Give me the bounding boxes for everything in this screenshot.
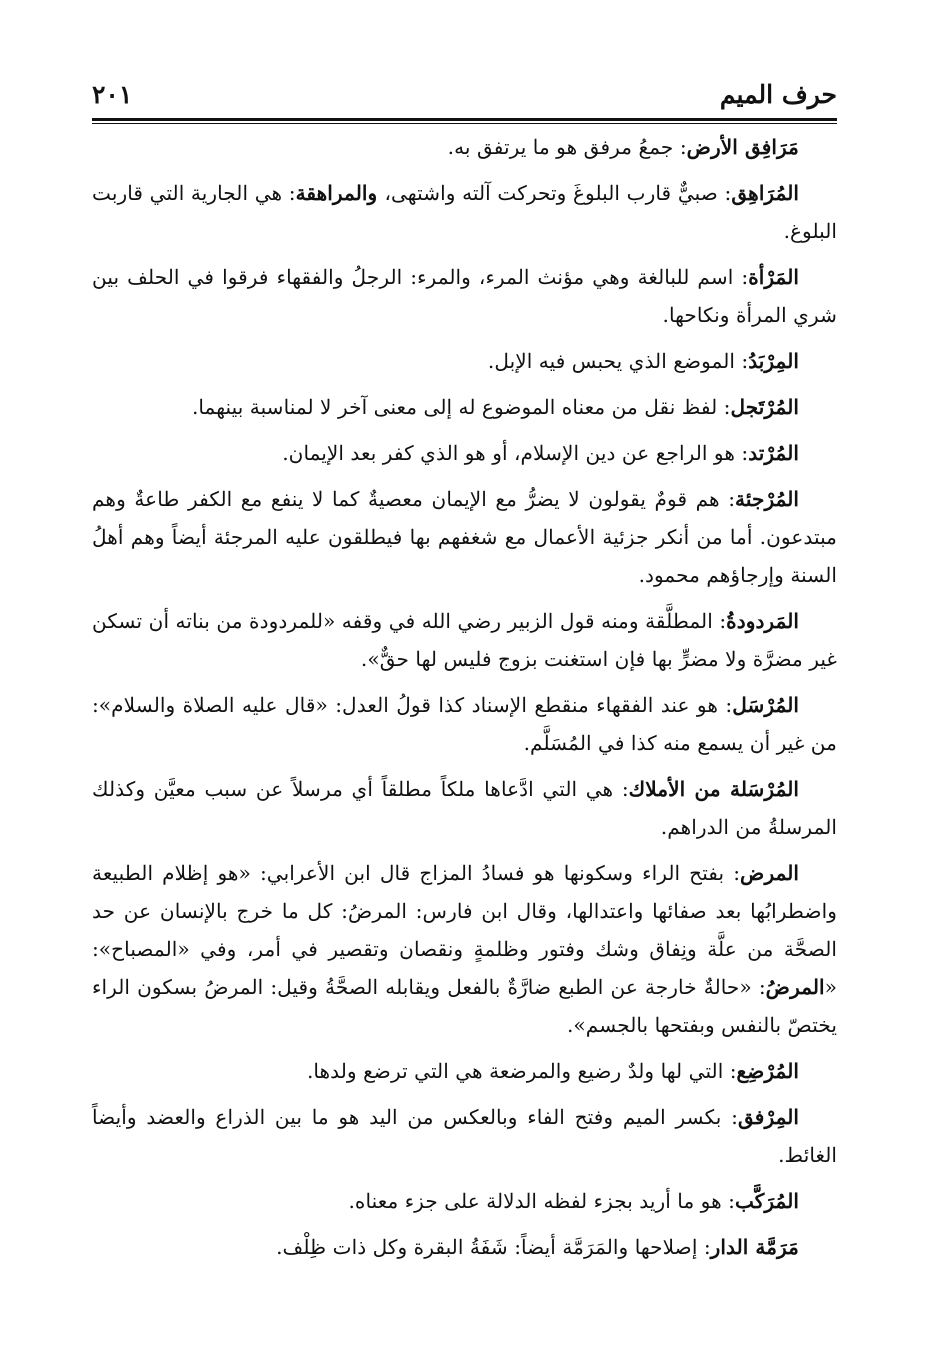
entry-term: المرض bbox=[740, 861, 800, 885]
header-rule-thin bbox=[92, 123, 837, 124]
entry: المَرْأة: اسم للبالغة وهي مؤنث المرء، والمرء: الرجلُ والفقهاء فرقوا في الحلف بين شري المرأة ونكاحها. bbox=[92, 265, 837, 327]
header-rule bbox=[92, 118, 837, 121]
entry: المِرْفق: بكسر الميم وفتح الفاء وبالعكس من اليد هو ما بين الذراع والعضد وأيضاً الغائط. bbox=[92, 1105, 837, 1167]
entry-definition: الموضع الذي يحبس فيه الإبل. bbox=[487, 349, 735, 373]
entry-term: مَرَمَّة الدار bbox=[710, 1235, 799, 1259]
entry-term: المَرْأة bbox=[748, 265, 799, 289]
entry: المُرْسَلة من الأملاك: هي التي ادَّعاها ملكاً مطلقاً أي مرسلاً عن سبب معيَّن وكذلك المرسلةُ من الدراهم. bbox=[92, 777, 837, 839]
entry-term: مَرَافِق الأرض bbox=[686, 135, 799, 159]
entry-definition: التي لها ولدٌ رضيع والمرضعة هي التي ترضع ولدها. bbox=[306, 1059, 724, 1083]
entry-term: المُرْتَجل bbox=[730, 395, 799, 419]
entry-subterm: والمراهقة bbox=[295, 181, 385, 205]
entry-definition: بكسر الميم وفتح الفاء وبالعكس من اليد هو ما بين الذراع والعضد وأيضاً الغائط. bbox=[92, 1105, 837, 1167]
entry-term: المُرَكَّب bbox=[734, 1189, 799, 1213]
entry-term: المِرْفق bbox=[737, 1105, 800, 1129]
dictionary-entries bbox=[92, 128, 837, 1274]
entry-definition: هو عند الفقهاء منقطع الإسناد كذا قولُ العدل: «قال عليه الصلاة والسلام»: من غير أن يسمع منه كذا في المُسَلَّم. bbox=[92, 693, 837, 755]
entry-term: المُرَاهِق bbox=[731, 181, 800, 205]
entry: المرض: بفتح الراء وسكونها هو فسادُ المزاج قال ابن الأعرابي: «هو إظلام الطبيعة واضطرابُها بعد صفائها واعتدالها، وقال ابن فارس: المرضُ: كل ما خرج بالإنسان عن حد الصحَّة من علَّة ونِفاق وشك وفتور وظلمةٍ ونقصان وتقصير في أمر، وفي «المصباح»: «المرضُ: «حالةٌ خارجة عن الطبع ضارَّةٌ بالفعل ويقابله الصحَّةُ وقيل: المرضُ بسكون الراء يختصّ بالنفس وبفتحها بالجسم». bbox=[92, 861, 837, 1037]
entry: مَرَمَّة الدار: إصلاحها والمَرَمَّة أيضاً: شَفَةُ البقرة وكل ذات ظِلْف. bbox=[276, 1235, 799, 1259]
entry-definition: هو الراجع عن دين الإسلام، أو هو الذي كفر بعد الإيمان. bbox=[282, 441, 735, 465]
entry: المُرْتد: هو الراجع عن دين الإسلام، أو هو الذي كفر بعد الإيمان. bbox=[282, 441, 799, 465]
entry-term: المُرْتد bbox=[748, 441, 799, 465]
entry-definition: المطلَّقة ومنه قول الزبير رضي الله في وقفه «للمردودة من بناته أن تسكن غير مضرَّة ولا مضرٍّ بها فإن استغنت بزوج فليس لها حقٌّ». bbox=[92, 609, 837, 671]
entry-term: المِرْبَدُ bbox=[748, 349, 799, 373]
entry-term: المُرْجئة bbox=[735, 487, 800, 511]
entry-definition: بفتح الراء وسكونها هو فسادُ المزاج قال ابن الأعرابي: «هو إظلام الطبيعة واضطرابُها بعد صفائها واعتدالها، وقال ابن فارس: المرضُ: كل ما خرج بالإنسان عن حد الصحَّة من علَّة ونِفاق وشك وفتور وظلمةٍ ونقصان وتقصير في أمر، وفي «المصباح»: « bbox=[92, 861, 837, 999]
entry-definition: هو ما أريد بجزء لفظه الدلالة على جزء معناه. bbox=[348, 1189, 722, 1213]
entry-definition: هم قومٌ يقولون لا يضرُّ مع الإيمان معصيةٌ كما لا ينفع مع الكفر طاعةٌ وهم مبتدعون. أما من أنكر جزئية الأعمال مع شغفهم بها فيطلقون عليه المرجئة أيضاً وهم أهلُ السنة وإرجاؤهم محمود. bbox=[92, 487, 837, 587]
entry-term: المَردودةُ bbox=[726, 609, 799, 633]
entry-definition: لفظ نقل من معناه الموضوع له إلى معنى آخر لا لمناسبة بينهما. bbox=[191, 395, 718, 419]
entry-definition: هي التي ادَّعاها ملكاً مطلقاً أي مرسلاً عن سبب معيَّن وكذلك المرسلةُ من الدراهم. bbox=[92, 777, 837, 839]
entry-term: المُرْسَلة من الأملاك bbox=[628, 777, 799, 801]
running-title: حرف الميم bbox=[719, 80, 837, 109]
entry: المُرْتَجل: لفظ نقل من معناه الموضوع له إلى معنى آخر لا لمناسبة بينهما. bbox=[191, 395, 799, 419]
entry: المِرْبَدُ: الموضع الذي يحبس فيه الإبل. bbox=[487, 349, 799, 373]
page-number: ٢٠١ bbox=[92, 80, 133, 109]
entry: المُرَاهِق: صبيٌّ قارب البلوغَ وتحركت آلته واشتهى، والمراهقة: هي الجارية التي قاربت البلوغ. bbox=[92, 181, 837, 243]
entry-definition-continued: : «حالةٌ خارجة عن الطبع ضارَّةٌ بالفعل ويقابله الصحَّةُ وقيل: المرضُ بسكون الراء يختصّ بالنفس وبفتحها بالجسم». bbox=[92, 975, 837, 1037]
entry-definition: جمعُ مرفق هو ما يرتفق به. bbox=[447, 135, 674, 159]
entry: المَردودةُ: المطلَّقة ومنه قول الزبير رضي الله في وقفه «للمردودة من بناته أن تسكن غير مضرَّة ولا مضرٍّ بها فإن استغنت بزوج فليس لها حقٌّ». bbox=[92, 609, 837, 671]
entry-subterm: المرضُ bbox=[765, 975, 825, 999]
page-header bbox=[92, 78, 837, 118]
entry-definition: صبيٌّ قارب البلوغَ وتحركت آلته واشتهى، bbox=[384, 181, 718, 205]
entry-definition-continued: : هي الجارية التي قاربت البلوغ. bbox=[92, 181, 837, 243]
entry-term: المُرْسَل bbox=[732, 693, 799, 717]
entry: المُرْجئة: هم قومٌ يقولون لا يضرُّ مع الإيمان معصيةٌ كما لا ينفع مع الكفر طاعةٌ وهم مبتدعون. أما من أنكر جزئية الأعمال مع شغفهم بها فيطلقون عليه المرجئة أيضاً وهم أهلُ السنة وإرجاؤهم محمود. bbox=[92, 487, 837, 587]
entry: المُرَكَّب: هو ما أريد بجزء لفظه الدلالة على جزء معناه. bbox=[348, 1189, 799, 1213]
entry: مَرَافِق الأرض: جمعُ مرفق هو ما يرتفق به. bbox=[447, 135, 799, 159]
entry-term: المُرْضِع bbox=[736, 1059, 799, 1083]
entry-definition: اسم للبالغة وهي مؤنث المرء، والمرء: الرجلُ والفقهاء فرقوا في الحلف بين شري المرأة ونكاحها. bbox=[92, 265, 837, 327]
entry: المُرْسَل: هو عند الفقهاء منقطع الإسناد كذا قولُ العدل: «قال عليه الصلاة والسلام»: من غير أن يسمع منه كذا في المُسَلَّم. bbox=[92, 693, 837, 755]
entry-definition: إصلاحها والمَرَمَّة أيضاً: شَفَةُ البقرة وكل ذات ظِلْف. bbox=[276, 1235, 698, 1259]
entry: المُرْضِع: التي لها ولدٌ رضيع والمرضعة هي التي ترضع ولدها. bbox=[306, 1059, 799, 1083]
